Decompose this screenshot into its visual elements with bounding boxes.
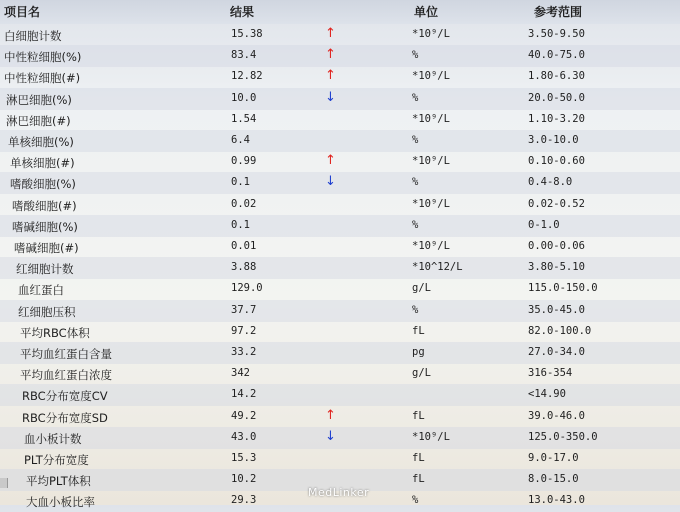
table-row[interactable]: [0, 109, 680, 131]
test-unit: %: [412, 134, 419, 146]
test-unit: *10⁹/L: [412, 70, 450, 83]
reference-range: 3.50-9.50: [528, 28, 585, 40]
reference-range: 1.80-6.30: [528, 70, 585, 83]
test-result: 33.2: [231, 346, 257, 358]
table-row[interactable]: [0, 236, 680, 258]
table-row[interactable]: [0, 363, 680, 385]
test-name: RBC分布宽度SD: [22, 410, 108, 425]
table-row[interactable]: [0, 172, 680, 194]
reference-range: 1.10-3.20: [528, 112, 585, 125]
test-name: 血红蛋白: [18, 283, 64, 298]
test-unit: fL: [412, 324, 425, 337]
test-name: 红细胞计数: [16, 262, 74, 277]
reference-range: 0.4-8.0: [528, 176, 573, 189]
test-unit: %: [412, 176, 419, 189]
test-name: RBC分布宽度CV: [22, 389, 108, 404]
reference-range: 13.0-43.0: [528, 494, 585, 507]
test-result: 97.2: [231, 324, 257, 337]
test-unit: *10⁹/L: [412, 430, 450, 443]
test-result: 43.0: [231, 430, 257, 443]
test-name: 红细胞压积: [18, 304, 76, 319]
reference-range: 27.0-34.0: [528, 346, 585, 358]
test-name: 单核细胞(%): [8, 135, 74, 149]
header-range[interactable]: 参考范围: [534, 5, 583, 19]
table-row[interactable]: [0, 321, 680, 343]
test-result: 29.3: [231, 494, 257, 507]
table-row[interactable]: [0, 427, 680, 449]
test-unit: *10⁹/L: [412, 197, 450, 210]
reference-range: 125.0-350.0: [528, 430, 598, 443]
low-arrow-icon: ↓: [325, 428, 336, 444]
test-name: 平均血红蛋白含量: [20, 347, 112, 361]
table-row[interactable]: [0, 215, 680, 237]
header-name[interactable]: 项目名: [4, 5, 41, 19]
test-result: 3.88: [231, 261, 257, 274]
test-name: 中性粒细胞(#): [4, 71, 81, 86]
test-result: 6.4: [231, 134, 250, 146]
test-name: 嗜酸细胞(%): [10, 177, 76, 192]
test-result: 0.1: [231, 218, 250, 231]
reference-range: 8.0-15.0: [528, 473, 579, 486]
test-unit: fL: [412, 452, 425, 464]
test-unit: %: [412, 91, 419, 104]
reference-range: 35.0-45.0: [528, 303, 585, 316]
test-result: 15.3: [231, 452, 257, 464]
test-name: 平均PLT体积: [26, 474, 91, 489]
header-unit[interactable]: 单位: [414, 5, 439, 19]
test-result: 0.01: [231, 240, 257, 252]
reference-range: 3.0-10.0: [528, 134, 579, 146]
test-name: 血小板计数: [24, 431, 82, 446]
test-result: 0.99: [231, 155, 257, 168]
reference-range: 115.0-150.0: [528, 282, 598, 295]
table-row[interactable]: [0, 130, 680, 152]
table-row[interactable]: [0, 257, 680, 279]
test-name: PLT分布宽度: [24, 453, 89, 467]
test-unit: *10⁹/L: [412, 155, 450, 168]
test-result: 1.54: [231, 112, 257, 125]
table-row[interactable]: [0, 278, 680, 300]
test-name: 白细胞计数: [4, 29, 62, 43]
test-result: 10.2: [231, 473, 257, 486]
test-unit: *10⁹/L: [412, 112, 450, 125]
reference-range: 82.0-100.0: [528, 324, 592, 337]
reference-range: 316-354: [528, 367, 573, 380]
test-unit: fL: [412, 409, 425, 422]
test-result: 12.82: [231, 70, 263, 83]
test-name: 淋巴细胞(%): [6, 92, 72, 107]
test-name: 大血小板比率: [26, 495, 95, 510]
test-unit: pg: [412, 346, 425, 358]
table-row[interactable]: [0, 342, 680, 364]
low-arrow-icon: ↓: [325, 89, 336, 105]
table-row[interactable]: [0, 448, 680, 470]
reference-range: 39.0-46.0: [528, 409, 585, 422]
test-unit: fL: [412, 473, 425, 486]
header-result[interactable]: 结果: [230, 5, 255, 19]
test-result: 14.2: [231, 388, 257, 401]
test-name: 嗜酸细胞(#): [12, 198, 77, 213]
test-result: 0.1: [231, 176, 250, 189]
table-row[interactable]: [0, 151, 680, 173]
table-row[interactable]: [0, 300, 680, 322]
test-unit: %: [412, 218, 419, 231]
reference-range: 3.80-5.10: [528, 261, 585, 274]
high-arrow-icon: ↑: [325, 68, 336, 84]
reference-range: 0.10-0.60: [528, 155, 585, 168]
table-row[interactable]: [0, 194, 680, 216]
reference-range: 0.00-0.06: [528, 240, 585, 252]
test-name: 平均血红蛋白浓度: [20, 368, 112, 383]
table-header: [0, 0, 680, 24]
high-arrow-icon: ↑: [325, 407, 336, 423]
table-row[interactable]: [0, 66, 680, 88]
reference-range: 9.0-17.0: [528, 452, 579, 464]
test-name: 平均RBC体积: [20, 325, 90, 340]
test-unit: g/L: [412, 367, 431, 380]
table-row[interactable]: [0, 88, 680, 110]
test-name: 单核细胞(#): [10, 156, 75, 171]
test-unit: *10⁹/L: [412, 28, 450, 40]
table-row[interactable]: [0, 406, 680, 428]
reference-range: 40.0-75.0: [528, 49, 585, 62]
test-result: 342: [231, 367, 250, 380]
reference-range: 0.02-0.52: [528, 197, 585, 210]
test-name: 淋巴细胞(#): [6, 113, 71, 128]
high-arrow-icon: ↑: [325, 153, 336, 169]
test-unit: %: [412, 49, 419, 62]
scrollbar-handle[interactable]: [0, 478, 8, 488]
high-arrow-icon: ↑: [325, 47, 336, 63]
reference-range: 0-1.0: [528, 218, 560, 231]
test-name: 嗜碱细胞(#): [14, 241, 79, 255]
test-unit: %: [412, 494, 419, 507]
test-unit: *10^12/L: [412, 261, 463, 274]
test-unit: g/L: [412, 282, 431, 295]
test-result: 10.0: [231, 91, 257, 104]
test-result: 83.4: [231, 49, 257, 62]
test-unit: *10⁹/L: [412, 240, 450, 252]
test-name: 嗜碱细胞(%): [12, 219, 78, 234]
watermark: MedLinker: [308, 486, 370, 499]
test-result: 49.2: [231, 409, 257, 422]
test-result: 0.02: [231, 197, 257, 210]
test-result: 129.0: [231, 282, 263, 295]
table-row[interactable]: [0, 24, 680, 46]
reference-range: 20.0-50.0: [528, 91, 585, 104]
test-result: 37.7: [231, 303, 257, 316]
low-arrow-icon: ↓: [325, 174, 336, 190]
test-result: 15.38: [231, 28, 263, 40]
high-arrow-icon: ↑: [325, 26, 336, 41]
table-row[interactable]: [0, 384, 680, 406]
test-name: 中性粒细胞(%): [4, 50, 82, 65]
table-row[interactable]: [0, 45, 680, 67]
reference-range: <14.90: [528, 388, 566, 401]
test-unit: %: [412, 303, 419, 316]
